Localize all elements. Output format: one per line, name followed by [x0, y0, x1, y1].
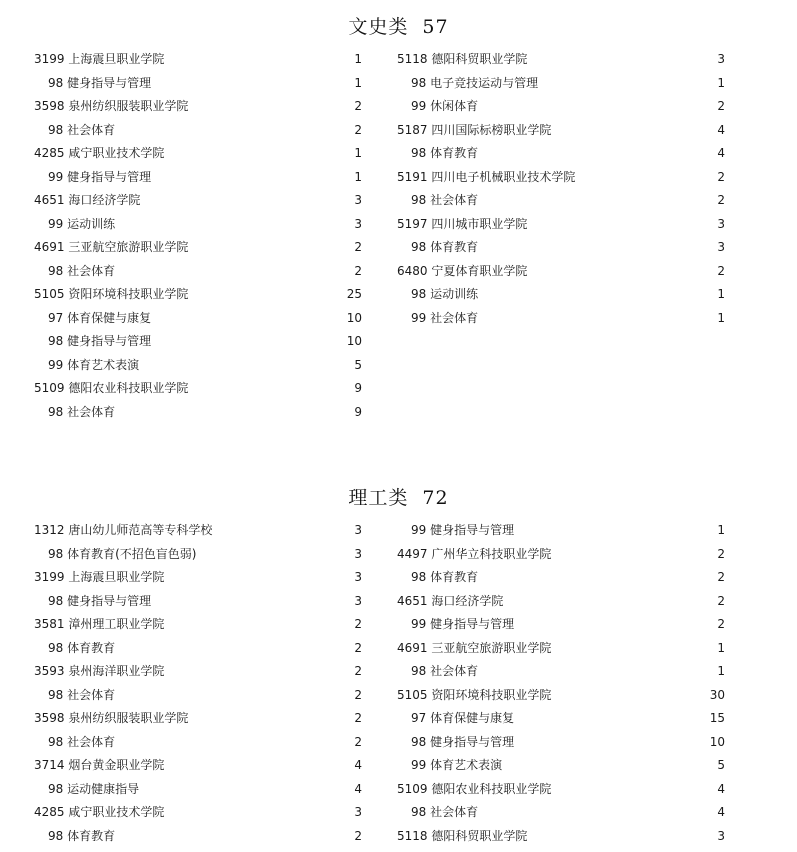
major-row — [34, 543, 362, 567]
major-name: 98 运动训练 — [411, 287, 479, 301]
school-row — [34, 48, 362, 72]
school-name: 3714 烟台黄金职业学院 — [34, 758, 165, 772]
major-name: 98 体育教育 — [411, 146, 479, 160]
school-row — [34, 236, 362, 260]
major-row — [397, 95, 725, 119]
enrollment-count: 1 — [717, 664, 725, 678]
school-row — [34, 613, 362, 637]
school-name: 4497 广州华立科技职业学院 — [397, 546, 552, 561]
school-name: 3598 泉州纺织服装职业学院 — [34, 99, 189, 113]
major-row — [397, 189, 725, 213]
enrollment-count: 1 — [717, 287, 725, 301]
school-name: 6480 宁夏体育职业学院 — [397, 263, 528, 278]
major-name: 98 健身指导与管理 — [48, 593, 152, 608]
section-title-text: 文史类 — [348, 16, 409, 38]
enrollment-count: 2 — [717, 99, 725, 113]
school-row — [34, 283, 362, 307]
enrollment-count: 2 — [354, 711, 362, 725]
major-row — [34, 260, 362, 284]
major-name: 98 社会体育 — [411, 664, 479, 678]
school-row — [34, 519, 362, 543]
enrollment-count: 2 — [354, 640, 362, 655]
school-name: 5118 德阳科贸职业学院 — [397, 52, 528, 66]
school-row — [397, 260, 725, 284]
enrollment-count: 1 — [354, 75, 362, 90]
school-name: 5191 四川电子机械职业技术学院 — [397, 169, 576, 184]
enrollment-count: 3 — [354, 523, 362, 537]
enrollment-count: 2 — [354, 664, 362, 678]
enrollment-count: 2 — [354, 687, 362, 702]
school-name: 1312 唐山幼儿师范高等专科学校 — [34, 523, 213, 537]
enrollment-count: 30 — [709, 687, 725, 702]
major-row — [397, 142, 725, 166]
enrollment-count: 2 — [717, 169, 725, 184]
enrollment-count: 1 — [354, 146, 362, 160]
enrollment-count: 3 — [354, 193, 362, 207]
major-row — [397, 754, 725, 778]
enrollment-count: 3 — [354, 570, 362, 584]
school-row — [34, 566, 362, 590]
school-row — [397, 590, 725, 614]
section-total: 72 — [422, 487, 449, 509]
school-row — [34, 95, 362, 119]
major-row — [397, 613, 725, 637]
major-name: 99 健身指导与管理 — [411, 523, 515, 537]
major-name: 98 健身指导与管理 — [48, 75, 152, 90]
enrollment-count: 9 — [354, 404, 362, 419]
major-row — [397, 519, 725, 543]
section-title-text: 理工类 — [348, 487, 409, 509]
enrollment-count: 25 — [346, 287, 362, 301]
school-name: 3593 泉州海洋职业学院 — [34, 664, 165, 678]
major-row — [34, 119, 362, 143]
school-row — [34, 754, 362, 778]
left-column — [34, 48, 362, 424]
school-name: 4691 三亚航空旅游职业学院 — [397, 640, 552, 655]
enrollment-count: 3 — [354, 593, 362, 608]
major-name: 98 社会体育 — [411, 193, 479, 207]
enrollment-count: 10 — [709, 734, 725, 749]
major-name: 99 体育艺术表演 — [411, 758, 503, 772]
major-row — [34, 637, 362, 661]
school-row — [397, 119, 725, 143]
major-row — [397, 707, 725, 731]
school-name: 3598 泉州纺织服装职业学院 — [34, 711, 189, 725]
enrollment-count: 3 — [717, 216, 725, 231]
major-row — [397, 731, 725, 755]
enrollment-count: 2 — [354, 122, 362, 137]
major-name: 98 体育教育 — [48, 640, 116, 655]
school-name: 5187 四川国际标榜职业学院 — [397, 122, 552, 137]
major-row — [34, 166, 362, 190]
school-name: 5105 资阳环境科技职业学院 — [397, 687, 552, 702]
school-row — [34, 377, 362, 401]
enrollment-count: 2 — [717, 593, 725, 608]
major-name: 98 社会体育 — [48, 734, 116, 749]
major-name: 98 社会体育 — [411, 805, 479, 819]
left-column — [34, 519, 362, 848]
major-row — [397, 236, 725, 260]
school-name: 4651 海口经济学院 — [397, 593, 504, 608]
enrollment-count: 2 — [717, 546, 725, 561]
school-name: 5118 德阳科贸职业学院 — [397, 828, 528, 843]
enrollment-count: 4 — [354, 758, 362, 772]
enrollment-count: 9 — [354, 381, 362, 395]
major-name: 98 运动健康指导 — [48, 781, 140, 796]
right-column — [397, 48, 725, 330]
school-name: 3199 上海震旦职业学院 — [34, 52, 165, 66]
enrollment-count: 2 — [717, 193, 725, 207]
major-row — [34, 731, 362, 755]
enrollment-count: 10 — [346, 310, 362, 325]
enrollment-count: 1 — [717, 310, 725, 325]
enrollment-count: 3 — [354, 216, 362, 231]
school-row — [397, 637, 725, 661]
enrollment-count: 2 — [354, 263, 362, 278]
major-row — [34, 778, 362, 802]
enrollment-count: 10 — [346, 334, 362, 348]
enrollment-count: 1 — [717, 75, 725, 90]
major-name: 99 健身指导与管理 — [411, 617, 515, 631]
enrollment-count: 15 — [709, 711, 725, 725]
school-name: 5109 德阳农业科技职业学院 — [34, 381, 189, 395]
school-row — [397, 825, 725, 849]
school-row — [34, 707, 362, 731]
major-row — [397, 566, 725, 590]
major-row — [397, 307, 725, 331]
school-name: 4285 咸宁职业技术学院 — [34, 805, 165, 819]
enrollment-count: 4 — [717, 122, 725, 137]
enrollment-count: 4 — [717, 781, 725, 796]
enrollment-count: 2 — [717, 617, 725, 631]
major-name: 98 电子竞技运动与管理 — [411, 75, 539, 90]
major-name: 99 健身指导与管理 — [48, 169, 152, 184]
major-name: 99 运动训练 — [48, 216, 116, 231]
school-row — [397, 543, 725, 567]
major-row — [34, 307, 362, 331]
enrollment-count: 1 — [717, 523, 725, 537]
major-row — [34, 684, 362, 708]
enrollment-count: 4 — [354, 781, 362, 796]
enrollment-count: 2 — [354, 99, 362, 113]
right-column — [397, 519, 725, 848]
school-row — [397, 166, 725, 190]
school-name: 4691 三亚航空旅游职业学院 — [34, 240, 189, 254]
major-name: 99 社会体育 — [411, 310, 479, 325]
major-row — [397, 72, 725, 96]
enrollment-count: 3 — [717, 240, 725, 254]
major-name: 99 体育艺术表演 — [48, 357, 140, 372]
major-name: 98 社会体育 — [48, 122, 116, 137]
school-name: 5105 资阳环境科技职业学院 — [34, 287, 189, 301]
major-name: 99 休闲体育 — [411, 99, 479, 113]
enrollment-count: 2 — [354, 240, 362, 254]
major-row — [397, 801, 725, 825]
major-name: 98 社会体育 — [48, 687, 116, 702]
major-name: 97 体育保健与康复 — [411, 711, 515, 725]
major-row — [34, 825, 362, 849]
enrollment-count: 3 — [354, 805, 362, 819]
major-name: 98 体育教育 — [48, 828, 116, 843]
section-title — [0, 12, 797, 39]
enrollment-count: 3 — [717, 828, 725, 843]
major-row — [34, 213, 362, 237]
school-row — [34, 801, 362, 825]
enrollment-count: 3 — [717, 52, 725, 66]
enrollment-count: 1 — [717, 640, 725, 655]
enrollment-count: 2 — [354, 734, 362, 749]
major-row — [397, 283, 725, 307]
major-row — [397, 660, 725, 684]
major-name: 98 健身指导与管理 — [411, 734, 515, 749]
enrollment-count: 2 — [717, 263, 725, 278]
major-name: 98 体育教育 — [411, 240, 479, 254]
enrollment-count: 5 — [717, 758, 725, 772]
school-row — [34, 660, 362, 684]
major-name: 97 体育保健与康复 — [48, 310, 152, 325]
major-name: 98 社会体育 — [48, 263, 116, 278]
enrollment-count: 2 — [354, 828, 362, 843]
enrollment-count: 4 — [717, 805, 725, 819]
enrollment-count: 2 — [354, 617, 362, 631]
enrollment-count: 3 — [354, 546, 362, 561]
major-name: 98 体育教育(不招色盲色弱) — [48, 546, 197, 561]
major-row — [34, 590, 362, 614]
section-title — [0, 483, 797, 510]
major-name: 98 社会体育 — [48, 404, 116, 419]
school-row — [397, 213, 725, 237]
major-row — [34, 401, 362, 425]
section-total: 57 — [422, 16, 449, 38]
enrollment-count: 5 — [354, 357, 362, 372]
major-row — [34, 330, 362, 354]
school-row — [397, 684, 725, 708]
school-row — [34, 142, 362, 166]
school-row — [397, 48, 725, 72]
major-row — [34, 72, 362, 96]
school-row — [34, 189, 362, 213]
enrollment-count: 4 — [717, 146, 725, 160]
school-name: 4285 咸宁职业技术学院 — [34, 146, 165, 160]
major-name: 98 健身指导与管理 — [48, 334, 152, 348]
school-row — [397, 778, 725, 802]
school-name: 3199 上海震旦职业学院 — [34, 570, 165, 584]
major-row — [34, 354, 362, 378]
school-name: 4651 海口经济学院 — [34, 193, 141, 207]
school-name: 3581 漳州理工职业学院 — [34, 617, 165, 631]
enrollment-count: 2 — [717, 570, 725, 584]
major-name: 98 体育教育 — [411, 570, 479, 584]
school-name: 5197 四川城市职业学院 — [397, 216, 528, 231]
school-name: 5109 德阳农业科技职业学院 — [397, 781, 552, 796]
enrollment-count: 1 — [354, 52, 362, 66]
enrollment-count: 1 — [354, 169, 362, 184]
